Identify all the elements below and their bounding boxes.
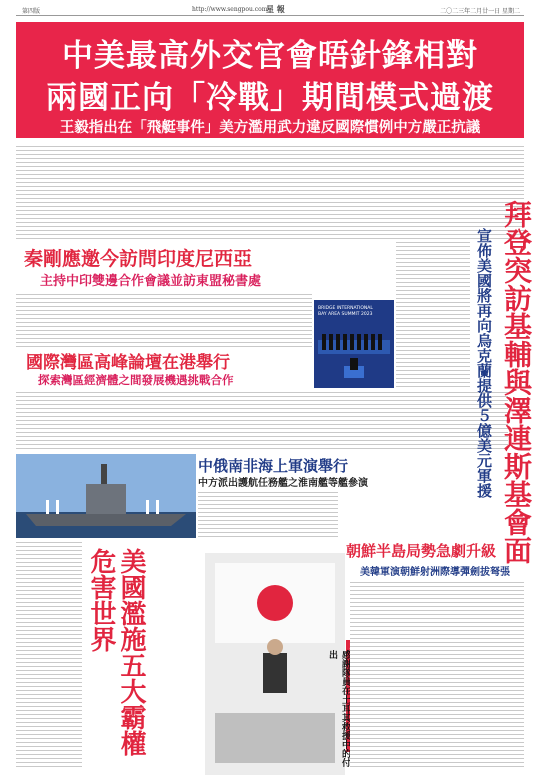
page-number: 第四版 xyxy=(22,8,41,15)
navy-article-text xyxy=(198,490,338,540)
us-hegemony-article-text xyxy=(16,540,82,768)
biden-article-text xyxy=(396,240,470,390)
korea-headline: 朝鮮半島局勢急劇升級 xyxy=(346,542,497,560)
navy-subhead: 中方派出護航任務艦之淮南艦等艦參演 xyxy=(198,478,368,489)
page-header xyxy=(16,4,524,16)
qin-headline: 秦剛應邀今訪問印度尼西亞 xyxy=(24,248,253,270)
biden-subhead: 宣佈美國將再向烏克蘭提供５億美元軍援 xyxy=(475,228,493,498)
biden-headline: 拜登突訪基輔與澤連斯基會面 xyxy=(500,200,533,564)
issue-date: 二〇二三年二月廿一日 星期二 xyxy=(440,8,520,15)
navy-headline: 中俄南非海上軍演舉行 xyxy=(198,457,349,475)
banquet-photo-art xyxy=(205,553,345,775)
bay-subhead: 探索灣區經濟體之間發展機遇挑戰合作 xyxy=(38,373,234,387)
bay-article-text xyxy=(16,390,508,450)
warship-photo xyxy=(16,454,196,538)
lee-subhead: 感謝隊員在土耳其救援中的付出 xyxy=(327,650,350,767)
us-hegemony-headline: 美國濫施五大霸權危害世界 xyxy=(86,548,146,756)
paper-name: 星 報 xyxy=(266,4,285,14)
qin-subhead: 主持中印雙邊合作會議並訪東盟秘書處 xyxy=(40,274,262,289)
lead-banner xyxy=(16,22,524,138)
summit-photo xyxy=(314,300,394,388)
lead-headline-1: 中美最高外交官會晤針鋒相對 xyxy=(62,38,478,74)
lead-article-text xyxy=(16,144,524,240)
website-url: http://www.sengpou.com xyxy=(192,6,268,13)
banquet-photo xyxy=(205,553,345,775)
korea-article-text xyxy=(350,580,524,770)
lead-headline-2: 兩國正向「冷戰」期間模式過渡 xyxy=(46,80,494,116)
summit-photo-caption-2: BAY AREA SUMMIT 2023 xyxy=(318,312,373,317)
korea-subhead: 美韓軍演朝鮮射洲際導彈劍拔弩張 xyxy=(360,567,510,578)
warship-photo-art xyxy=(16,454,196,538)
lead-subhead: 王毅指出在「飛艇事件」美方濫用武力違反國際慣例中方嚴正抗議 xyxy=(59,120,481,136)
summit-photo-caption-1: BRIDGE INTERNATIONAL xyxy=(318,306,373,311)
qin-article-text xyxy=(16,292,312,348)
bay-headline: 國際灣區高峰論壇在港舉行 xyxy=(26,353,230,373)
